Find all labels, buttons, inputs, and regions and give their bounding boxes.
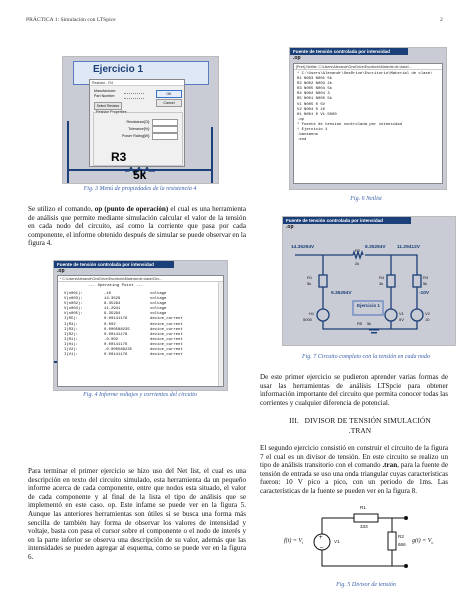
schematic-title: Ejercicio 1 xyxy=(93,64,144,75)
figure-5 xyxy=(282,505,450,576)
p2-seg1: .tran xyxy=(382,461,398,470)
fig4-cell-type: voltage xyxy=(150,297,167,302)
fig7-panel-title: Fuente de tensión controlada por intensidad xyxy=(283,217,411,224)
fig5-f-left: f(t) = V xyxy=(284,538,303,544)
power-rating-input[interactable] xyxy=(152,133,178,140)
fig7-label-r5: R5 xyxy=(357,321,363,326)
figure-3-caption: Fig. 3 Menú de propiedades de la resistencia 4 xyxy=(83,186,197,192)
figure-3 xyxy=(62,56,219,184)
netlist-line: V1 N005 0 5V xyxy=(297,102,326,107)
fig7-command: .op xyxy=(286,224,294,230)
figure-6-caption: Fig. 6 Netlist xyxy=(350,196,382,202)
p2-seg0: El segundo ejercicio consistió en construir el circuito de la figura 7 el cual es un divisor de tensión. En este circuito se realizo un tipo de análisis transitorio con el comando xyxy=(260,444,448,470)
fig4-cell-type: device_current xyxy=(150,337,183,342)
netlist-line: R3 N005 N004 5k xyxy=(297,87,333,92)
netlist-line: .end xyxy=(297,138,307,143)
fig4-row xyxy=(64,353,200,358)
fig7-label-v2: V2 xyxy=(425,311,430,316)
fig4-cell-value: -0.002 xyxy=(104,337,119,342)
fig4-window-title: * C:\Users\Alexandr\OneDrive\Escritorio\Material de clase\Circ... xyxy=(58,276,223,282)
fig6-netlist-window xyxy=(293,63,443,184)
fig4-cell-type: device_current xyxy=(150,348,183,353)
paragraph-tran-intro xyxy=(260,444,448,496)
section-number: III. xyxy=(289,416,299,425)
fig4-table xyxy=(64,292,200,358)
schematic-wire-left xyxy=(67,121,69,183)
figure-7 xyxy=(282,216,456,346)
fig7-value-v1: 5V xyxy=(399,317,404,322)
fig7-node-v2: 8.35294V xyxy=(365,245,386,250)
fig4-cell-type: device_current xyxy=(150,317,183,322)
fig6-window-title: [Print] Netlist: C:\Users\Alexandr\OneDrive\Escritorio\Material de clase\... xyxy=(294,64,442,70)
netlist-line: R4 N002 N004 3 xyxy=(297,92,330,97)
fig6-panel-title: Fuente de tensión controlada por intensidad xyxy=(290,48,408,55)
properties-label: Resistor Properties xyxy=(96,110,127,114)
fig4-scrollbar[interactable] xyxy=(218,282,223,386)
tolerance-input[interactable] xyxy=(152,126,178,133)
properties-group xyxy=(93,112,183,166)
fig4-cell-value: 9.35294 xyxy=(104,312,121,317)
resistor-r3-value: 5k xyxy=(133,168,147,182)
fig4-cell-label: I(V2): xyxy=(64,348,79,353)
fig4-cell-label: I(H1): xyxy=(64,342,79,347)
fig4-cell-value: -0.000588235 xyxy=(104,348,133,353)
fig4-command: .op xyxy=(57,268,65,274)
fig5-f-right: g(t) = V xyxy=(412,538,432,544)
fig7-label-v1: V1 xyxy=(399,311,404,316)
fig4-cell-value: 8.35294 xyxy=(104,302,121,307)
fig4-cell-value: 0.002 xyxy=(104,322,116,327)
figure-7-caption: Fig. 7 Circuito completo con la tensión en cada nodo xyxy=(301,354,431,360)
fig5-r2-value: 666 xyxy=(398,542,406,547)
fig4-cell-type: device_current xyxy=(150,353,183,358)
fig4-cell-value: 0.00141176 xyxy=(104,353,128,358)
resistance-label: Resistance[Ω]: xyxy=(126,120,150,124)
partnumber-label: Part Number: xyxy=(94,94,116,98)
netlist-line: R2 N002 N003 2k xyxy=(297,82,333,87)
fig4-heading: --- Operating Point --- xyxy=(88,284,144,288)
netlist-line: * Fuente de tension controlada por intensidad xyxy=(297,122,403,127)
fig7-value-r5: 5k xyxy=(367,321,372,326)
p2-seg2: , para la fuente de tensión de entrada se uso una onda triangular cuyas características fueron: 10 V pico a pico, con un periodo de 1ms. Las características de la fuente se pueden ver en la figura 8. xyxy=(260,461,448,495)
netlist-line: H1 N001 0 V1 5000 xyxy=(297,112,337,117)
dialog-titlebar xyxy=(90,80,184,86)
fig6-netlist xyxy=(297,72,432,143)
ok-button[interactable]: OK xyxy=(156,90,182,98)
fig4-cell-label: I(R2): xyxy=(64,332,79,337)
manufacturer-label: Manufacturer: xyxy=(94,89,117,93)
fig7-value-r3: 5k xyxy=(423,281,428,286)
select-resistor-button[interactable]: Select Resistor xyxy=(94,102,122,110)
resistance-input[interactable] xyxy=(152,119,178,126)
fig5-r2-label: R2 xyxy=(398,534,404,539)
fig4-cell-type: voltage xyxy=(150,312,167,317)
fig4-cell-value: 14.3529 xyxy=(104,297,121,302)
fig7-label-h1: H1 xyxy=(309,311,315,316)
fig7-node-v4: 9.35294V xyxy=(331,291,352,296)
figure-5-caption: Fig. 5 Divisor de tensión xyxy=(336,582,396,588)
fig7-node-v1: 14.35294V xyxy=(291,245,315,250)
cancel-button[interactable]: Cancel xyxy=(156,99,182,107)
section-heading xyxy=(262,416,458,425)
fig4-panel-title: Fuente de tensión controlada por intensidad xyxy=(54,261,174,268)
paragraph-op-intro xyxy=(28,205,246,248)
fig4-cell-type: voltage xyxy=(150,292,167,296)
fig6-command: .op xyxy=(293,55,301,61)
fig4-output-window xyxy=(57,275,224,387)
fig4-cell-label: V(n003): xyxy=(64,297,83,302)
fig7-label-r3: R3 xyxy=(423,275,429,280)
page-number: 2 xyxy=(440,17,443,23)
fig7-value-r4: 3k xyxy=(379,281,384,286)
fig7-label-r2: R2 xyxy=(355,248,361,253)
fig4-cell-type: device_current xyxy=(150,322,183,327)
fig7-node-v3: 11.29412V xyxy=(397,245,420,250)
fig7-label-r4: R4 xyxy=(379,275,385,280)
section-title-line1: DIVISOR DE TENSIÓN SIMULACIÓN xyxy=(304,416,431,425)
fig4-cell-type: voltage xyxy=(150,307,167,312)
resistor-dialog xyxy=(89,79,185,167)
property-labels xyxy=(98,119,150,140)
netlist-line: .backanno xyxy=(297,133,319,138)
paragraph-conclusion-ex1: De este primer ejercicio se pudieron aprender varias formas de usar las herramientas de análisis LTSpcie para obtener información importante del circuito que permita conocer todas las corrientes y cualquier diferencia de potencial. xyxy=(260,373,448,407)
fig5-r1-value: 333 xyxy=(360,524,368,529)
fig4-wire xyxy=(54,361,57,363)
svg-text:–: – xyxy=(320,545,324,551)
tolerance-label: Tolerance[%]: xyxy=(128,127,150,131)
fig4-cell-type: device_current xyxy=(150,332,183,337)
figure-4-caption: Fig. 4 Informe voltajes y corrientes del circuito xyxy=(83,392,197,398)
netlist-line: * Ejercicio 1 xyxy=(297,128,328,133)
fig4-cell-label: I(R1): xyxy=(64,337,79,342)
fig4-cell-label: V(n001): xyxy=(64,292,83,296)
fig4-cell-label: I(R5): xyxy=(64,317,79,322)
p1-seg1: op (punto de operación) xyxy=(94,205,169,213)
netlist-line: .op xyxy=(297,117,305,122)
svg-text:+: + xyxy=(319,535,323,541)
fig4-cell-type: device_current xyxy=(150,327,183,332)
fig4-cell-value: -10 xyxy=(104,292,112,296)
fig4-cell-value: 11.2941 xyxy=(104,307,121,312)
p1-seg2: el cual es una herramienta de análisis que permite mediante simulación calcular el valor de la tensión en cada nodo del circuito, así como la corriente que pasa por cada componente, el informe obtenido después de simular se puede observar en la figura 4. xyxy=(28,205,247,248)
section-title-line2: .TRAN xyxy=(348,426,372,435)
netlist-line: R5 N001 N005 5k xyxy=(297,97,333,102)
fig4-cell-label: V(n005): xyxy=(64,312,83,317)
fig4-cell-label: V(n004): xyxy=(64,307,83,312)
fig7-node-v5: -10V xyxy=(419,291,430,296)
fig5-r1-label: R1 xyxy=(360,505,366,510)
fig5-source-label: V1 xyxy=(334,539,340,544)
dialog-title: Resistor - R4 xyxy=(92,81,113,85)
p1-seg0: Se utilizo el comando, xyxy=(28,205,95,213)
manufacturer-field[interactable] xyxy=(124,90,144,94)
fig7-value-h1: 5000 xyxy=(303,317,312,322)
fig4-cell-value: 0.000588235 xyxy=(104,327,130,332)
dialog-fields xyxy=(94,89,116,99)
figure-4 xyxy=(53,260,228,391)
power-rating-label: Power Rating[W]: xyxy=(122,134,150,138)
fig5-output-function xyxy=(412,538,433,545)
fig5-f-right-sub: o xyxy=(431,540,434,546)
fig4-cell-type: voltage xyxy=(150,302,167,307)
fig4-cell-value: 0.00141176 xyxy=(104,332,128,337)
partnumber-field[interactable] xyxy=(124,95,144,99)
fig4-cell-label: I(V1): xyxy=(64,353,79,358)
fig4-cell-value: 0.00141176 xyxy=(104,317,128,322)
fig7-schematic-title: Ejercicio 1 xyxy=(357,303,380,308)
fig5-f-left-sub: i xyxy=(302,540,304,546)
netlist-line: * C:\Users\Alexandr\OneDrive\Escritorio\Material de clase\ xyxy=(297,72,433,76)
fig5-input-function xyxy=(284,538,303,545)
schematic-wire-right xyxy=(211,127,213,183)
fig7-value-r2: 2k xyxy=(355,261,360,266)
fig4-cell-value: 0.00141176 xyxy=(104,342,128,347)
fig4-cell-label: V(n002): xyxy=(64,302,83,307)
running-header: PRÁCTICA 1: Simulación con LTSpice xyxy=(26,17,116,23)
fig7-label-r1: R1 xyxy=(307,275,313,280)
resistor-r3-label: R3 xyxy=(111,150,127,164)
fig7-value-r1: 5k xyxy=(307,281,312,286)
fig4-cell-type: device_current xyxy=(150,342,183,347)
netlist-line: R1 N003 N001 5k xyxy=(297,77,333,82)
fig7-value-v2: 10 xyxy=(425,317,430,322)
paragraph-netlist: Para terminar el primer ejercicio se hizo uso del Net list, el cual es una descripción en texto del circuito simulado, esta herramienta da un pequeño informe acerca de cada componente, entre que nodos esta situado, el valor de cada componente y al final de la lista el tipo de análisis que se implementó en este caso. op. Este infame se puede ver en la figura 5. Aunque las anteriores herramientas son útiles si se busca una forma más sencilla de también hay forma de observar los valores de intensidad y voltaje, basta con pasa el cursor sobre el componente o el nodo de interés y en la parte inferior se observa una descripción de su valor, además que las intensidades se pueden agregar al esquema, como se puede ver en la figura 6. xyxy=(28,467,246,561)
fig4-cell-label: I(R4): xyxy=(64,322,79,327)
netlist-line: V2 N004 0 10 xyxy=(297,107,326,112)
fig4-cell-label: I(R3): xyxy=(64,327,79,332)
figure-6 xyxy=(289,47,447,190)
